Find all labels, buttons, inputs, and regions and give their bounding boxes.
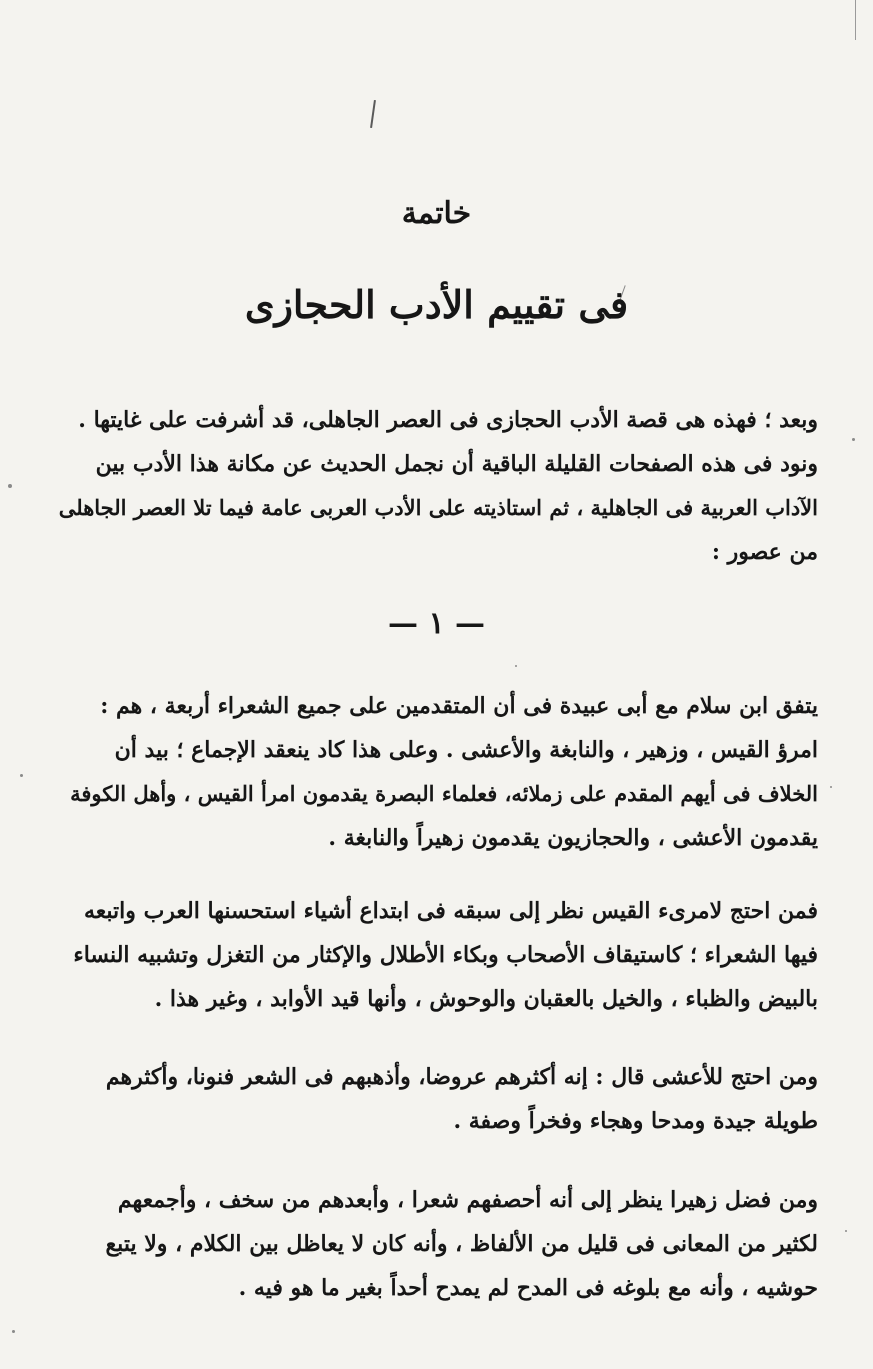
body-paragraph <box>56 1055 818 1143</box>
text-line: حوشيه ، وأنه مع بلوغه فى المدح لم يمدح أحداً بغير ما هو فيه . <box>238 1275 818 1301</box>
body-paragraph <box>56 684 818 860</box>
text-line: ومن فضل زهيرا ينظر إلى أنه أحصفهم شعرا ، وأبعدهم من سخف ، وأجمعهم <box>117 1187 818 1213</box>
text-line: وبعد ؛ فهذه هى قصة الأدب الحجازى فى العصر الجاهلى، قد أشرفت على غايتها . <box>78 407 818 433</box>
text-line: ونود فى هذه الصفحات القليلة الباقية أن نجمل الحديث عن مكانة هذا الأدب بين <box>95 451 818 477</box>
scan-speck <box>830 786 832 788</box>
chapter-subtitle: فى تقييم الأدب الحجازى <box>244 282 629 327</box>
scan-speck <box>852 438 855 441</box>
text-line: الآداب العربية فى الجاهلية ، ثم استاذيته على الأدب العربى عامة فيما تلا العصر الجاهلى <box>58 495 818 520</box>
scan-speck <box>20 774 23 777</box>
text-line: يقدمون الأعشى ، والحجازيون يقدمون زهيراً والنابغة . <box>328 825 818 851</box>
text-line: من عصور : <box>711 539 818 565</box>
scan-speck <box>8 484 12 488</box>
scan-speck <box>515 665 517 667</box>
text-line: الخلاف فى أيهم المقدم على زملائه، فعلماء البصرة يقدمون امرأ القيس ، وأهل الكوفة <box>70 781 818 806</box>
scan-mark <box>855 0 856 40</box>
body-paragraph <box>56 889 818 1021</box>
text-line: فيها الشعراء ؛ كاستيقاف الأصحاب وبكاء الأطلال والإكثار من التغزل وتشبيه النساء <box>73 942 818 968</box>
intro-paragraph <box>56 398 818 574</box>
scan-speck <box>12 1330 15 1333</box>
text-line: لكثير من المعانى فى قليل من الألفاظ ، وأنه كان لا يعاظل بين الكلام ، ولا يتبع <box>105 1231 818 1257</box>
text-line: بالبيض والظباء ، والخيل بالعقبان والوحوش ، وأنها قيد الأوابد ، وغير هذا . <box>154 986 818 1012</box>
scan-mark <box>370 100 376 128</box>
text-line: يتفق ابن سلام مع أبى عبيدة فى أن المتقدمين على جميع الشعراء أربعة ، هم : <box>100 693 818 719</box>
body-paragraph <box>56 1178 818 1310</box>
text-line: فمن احتج لامرىء القيس نظر إلى سبقه فى ابتداع أشياء استحسنها العرب واتبعه <box>84 898 818 924</box>
text-line: ومن احتج للأعشى قال : إنه أكثرهم عروضا، وأذهبهم فى الشعر فنونا، وأكثرهم <box>105 1064 818 1090</box>
chapter-title: خاتمة <box>401 196 472 231</box>
section-number: — ١ — <box>387 606 486 641</box>
text-line: امرؤ القيس ، وزهير ، والنابغة والأعشى . وعلى هذا كاد ينعقد الإجماع ؛ بيد أن <box>114 737 818 763</box>
text-line: طويلة جيدة ومدحا وهجاء وفخراً وصفة . <box>453 1108 818 1134</box>
scan-speck <box>845 1230 847 1232</box>
